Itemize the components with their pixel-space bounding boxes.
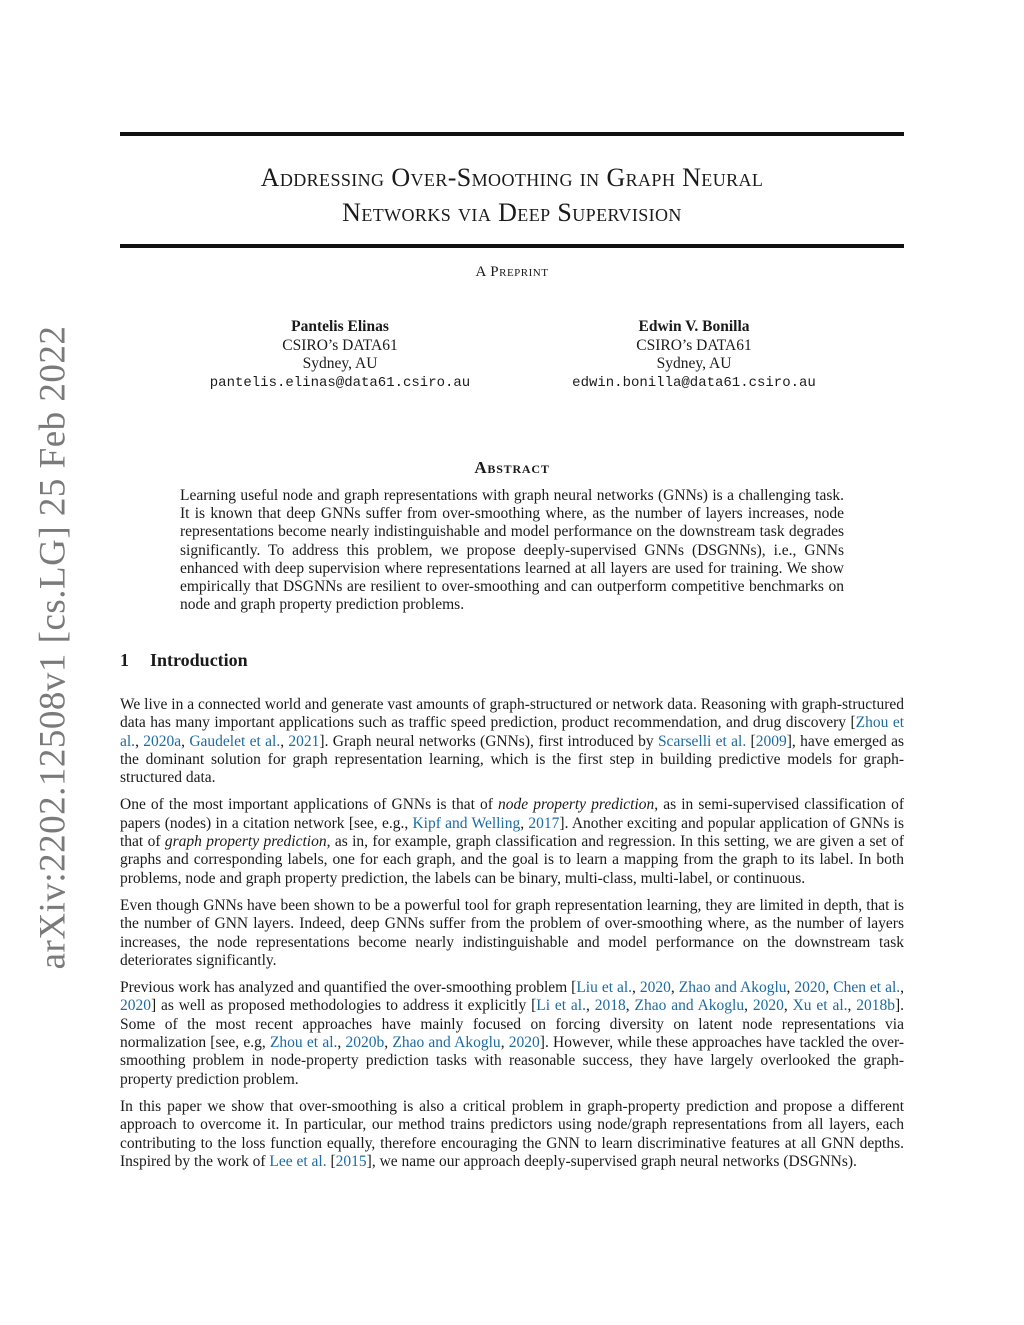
citation-link[interactable]: 2020: [794, 979, 826, 997]
citation-link[interactable]: Scarselli et al.: [657, 732, 747, 750]
author-location: Sydney, AU: [302, 355, 378, 372]
citation-link[interactable]: Chen et al.: [833, 979, 901, 997]
section-title: Introduction: [150, 650, 248, 670]
author-email[interactable]: pantelis.elinas@data61.csiro.au: [209, 374, 471, 391]
citation-link[interactable]: 2017: [528, 814, 560, 832]
citation-link[interactable]: 2018: [594, 997, 626, 1015]
paper-title-line-2: Networks via Deep Supervision: [342, 198, 682, 227]
citation-link[interactable]: Kipf and Welling: [412, 814, 521, 832]
abstract-text: Learning useful node and graph representations with graph neural networks (GNNs) is a challenging task. It is known that deep GNNs suffer from over-smoothing where, as the number of layers increases, node representations become nearly indistinguishable and model performance on the downstream task degrades significantly. To address this problem, we propose deeply-supervised GNNs (DSGNNs), i.e., GNNs enhanced with deep supervision where representations learned at all layers are used for training. We show empirically that DSGNNs are resilient to over-smoothing and can outperform competitive benchmarks on node and graph property prediction problems.: [180, 487, 844, 614]
arxiv-identifier: [22, 325, 84, 970]
citation-link[interactable]: 2020: [508, 1034, 540, 1052]
author-location: Sydney, AU: [656, 355, 732, 372]
arxiv-identifier-text: arXiv:2202.12508v1 [cs.LG] 25 Feb 2022: [32, 325, 74, 970]
citation-link[interactable]: Zhou et al.: [269, 1034, 338, 1052]
citation-link[interactable]: Lee et al.: [269, 1152, 327, 1170]
citation-link[interactable]: Zhao and Akoglu: [392, 1034, 501, 1052]
citation-link[interactable]: 2009: [755, 732, 787, 750]
section-number: 1: [120, 650, 129, 670]
author-affiliation: CSIRO’s DATA61: [282, 336, 398, 354]
author-affiliation: CSIRO’s DATA61: [636, 336, 752, 354]
citation-link[interactable]: Zhao and Akoglu: [634, 997, 745, 1015]
author-name: Pantelis Elinas: [291, 318, 389, 335]
citation-link[interactable]: Liu et al.: [576, 979, 633, 997]
citation-link[interactable]: Xu et al.: [792, 997, 848, 1015]
paragraph-1: We live in a connected world and generate vast amounts of graph-structured or network data. Reasoning with graph-structured data has many important applications such as traffic speed prediction, product recommendation, and drug discovery [Zhou et al., 2020a, Gaudelet et al., 2021]. Graph neural networks (GNNs), first introduced by Scarselli et al. [2009], have emerged as the dominant solution for graph representation learning, which is the first step in building predictive models for graph-structured data.: [120, 696, 904, 787]
citation-link[interactable]: 2020: [639, 979, 671, 997]
citation-link[interactable]: Li et al.: [536, 997, 586, 1015]
introduction-body: [120, 696, 904, 1180]
author-block-2: [524, 318, 864, 392]
title-bottom-rule: [120, 244, 904, 248]
citation-link[interactable]: 2020: [120, 997, 151, 1015]
citation-link[interactable]: Zhao and Akoglu: [678, 979, 787, 997]
citation-link[interactable]: 2020a: [143, 732, 182, 750]
paragraph-3: Even though GNNs have been shown to be a powerful tool for graph representation learning, they are limited in depth, that is the number of GNN layers. Indeed, deep GNNs suffer from the problem of over-smoothing where, as the number of layers increases, the node representations become nearly indistinguishable and model performance on the downstream task deteriorates significantly.: [120, 896, 904, 969]
preprint-label: A Preprint: [475, 264, 549, 280]
citation-link[interactable]: 2021: [288, 732, 320, 750]
paragraph-5: In this paper we show that over-smoothing is also a critical problem in graph-property prediction and propose a different approach to overcome it. In particular, our method trains predictors using node/graph representations from all layers, each contributing to the loss function equally, therefore encouraging the GNN to learn discriminative features at all GNN depths. Inspired by the work of Lee et al. [2015], we name our approach deeply-supervised graph neural networks (DSGNNs).: [120, 1097, 904, 1170]
emphasis: graph property prediction: [164, 833, 327, 851]
emphasis: node property prediction: [498, 796, 655, 814]
paragraph-4: Previous work has analyzed and quantified the over-smoothing problem [Liu et al., 2020, Zhao and Akoglu, 2020, Chen et al., 2020] as well as proposed methodologies to address it explicitly [Li et al., 2018, Zhao and Akoglu, 2020, Xu et al., 2018b]. Some of the most recent approaches have mainly focused on forcing diversity on latent node representations via normalization [see, e.g, Zhou et al., 2020b, Zhao and Akoglu, 2020]. However, while these approaches have tackled the over-smoothing problem in node-property prediction tasks with reasonable success, they have largely overlooked the graph-property prediction problem.: [120, 979, 905, 1088]
paragraph-2: One of the most important applications of GNNs is that of node property prediction, as in semi-supervised classification of papers (nodes) in a citation network [see, e.g., Kipf and Welling, 2017]. Another exciting and popular application of GNNs is that of graph property prediction, as in, for example, graph classification and regression. In this setting, we are given a set of graphs and corresponding labels, one for each graph, and the goal is to learn a mapping from the graph to its label. In both problems, node and graph property prediction, the labels can be binary, multi-class, multi-label, or continuous.: [120, 796, 905, 887]
author-block-1: [170, 318, 510, 392]
title-top-rule: [120, 132, 904, 136]
citation-link[interactable]: Zhou et al.: [120, 714, 904, 750]
section-heading-introduction: [120, 650, 248, 671]
paper-title-line-1: Addressing Over-Smoothing in Graph Neural: [260, 163, 764, 192]
author-name: Edwin V. Bonilla: [638, 318, 750, 335]
abstract-heading: Abstract: [474, 458, 550, 477]
citation-link[interactable]: 2020: [752, 997, 784, 1015]
citation-link[interactable]: Gaudelet et al.: [189, 732, 281, 750]
citation-link[interactable]: 2015: [335, 1152, 367, 1170]
author-email[interactable]: edwin.bonilla@data61.csiro.au: [572, 374, 816, 391]
citation-link[interactable]: 2018b: [856, 997, 896, 1015]
paper-title: [120, 160, 904, 230]
citation-link[interactable]: 2020b: [345, 1034, 385, 1052]
